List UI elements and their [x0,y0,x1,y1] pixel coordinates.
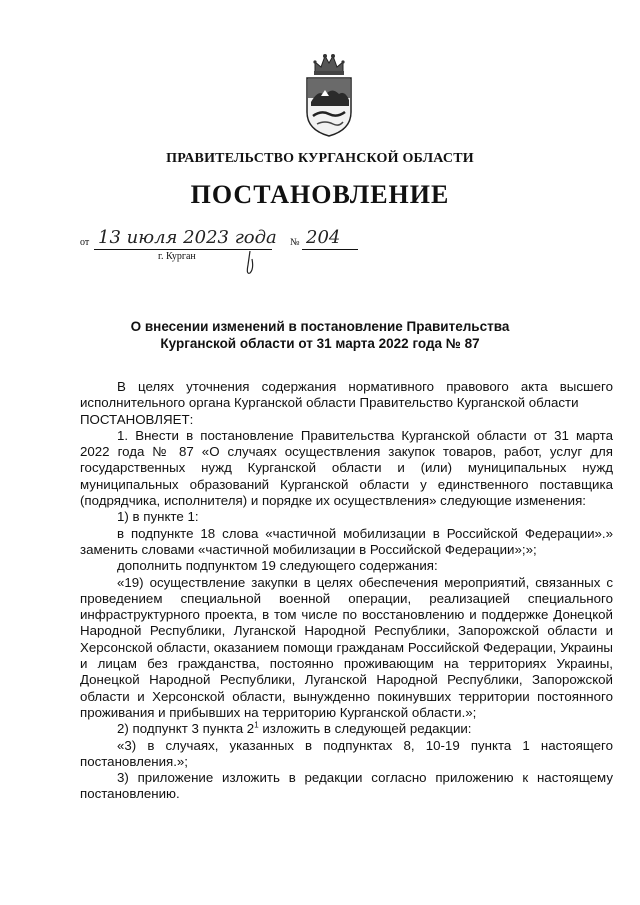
date-underline [94,249,272,250]
government-name: ПРАВИТЕЛЬСТВО КУРГАНСКОЙ ОБЛАСТИ [166,151,474,166]
document-type: ПОСТАНОВЛЕНИЕ [190,180,450,209]
subject-line-1: О внесении изменений в постановление Правительства [130,319,510,334]
signature-mark [240,251,260,277]
handwritten-date: 13 июля 2023 года [98,227,277,248]
item-1-2-sup: 1 [254,720,259,730]
date-number-line [80,229,380,279]
date-prefix: от [80,237,90,248]
handwritten-number: 204 [306,227,341,248]
resolves-paragraph: ПОСТАНОВЛЯЕТ: [80,411,194,427]
item-1-1-quote-paragraph: «19) осуществление закупки в целях обеспечения мероприятий, связанных с проведением специальной военной операции, реализацией специального инфраструктурного проекта, в том числе по восстановлению и поддержке Донецкой Народной Республики, Луганской Народной Республики, Запорожской области и Херсонской области, оказанием помощи гражданам Российской Федерации, Украины и лицам без гражданства, постоянно проживающим на территориях Украины, Донецкой Народной Республики, Луганской Народной Республики, Запорожской области и Херсонской области, вынужденно покинувших территории постоянного проживания и прибывших на территорию Курганской области.»; [80,574,613,720]
item-1-1-paragraph: 1) в пункте 1: [117,509,199,525]
subject-line-2: Курганской области от 31 марта 2022 года № 87 [160,336,480,351]
item-1-2-quote-paragraph: «3) в случаях, указанных в подпунктах 8, 10-19 пункта 1 настоящего постановления.»; [80,737,613,769]
item-1-3-paragraph: 3) приложение изложить в редакции согласно приложению к настоящему постановлению. [80,770,613,802]
city-label: г. Курган [158,251,196,262]
document-body [80,379,613,803]
item-1-1-add-paragraph: дополнить подпунктом 19 следующего содержания: [117,558,438,574]
document-subject [0,318,640,352]
item-1-2-paragraph [80,721,613,737]
item-1-1-text-paragraph: в подпункте 18 слова «частичной мобилизации в Российской Федерации».» заменить словами «частичной мобилизации в Российской Федерации»;»; [80,525,613,557]
number-underline [302,249,358,250]
number-prefix: № [290,237,300,248]
preamble-paragraph: В целях уточнения содержания нормативного правового акта высшего исполнительного органа Курганской области Правительство Курганской области [80,379,613,411]
coat-of-arms-emblem [299,50,359,138]
item-1-paragraph: 1. Внести в постановление Правительства Курганской области от 31 марта 2022 года № 87 «О случаях осуществления закупок товаров, работ, услуг для государственных нужд Курганской области и (или) муниципальных нужд муниципальных образований Курганской области у единственного поставщика (подрядчика, исполнителя) и порядке их осуществления» следующие изменения: [80,427,613,509]
item-1-2-post: изложить в следующей редакции: [258,721,472,737]
item-1-2-pre: 2) подпункт 3 пункта 2 [117,721,255,737]
